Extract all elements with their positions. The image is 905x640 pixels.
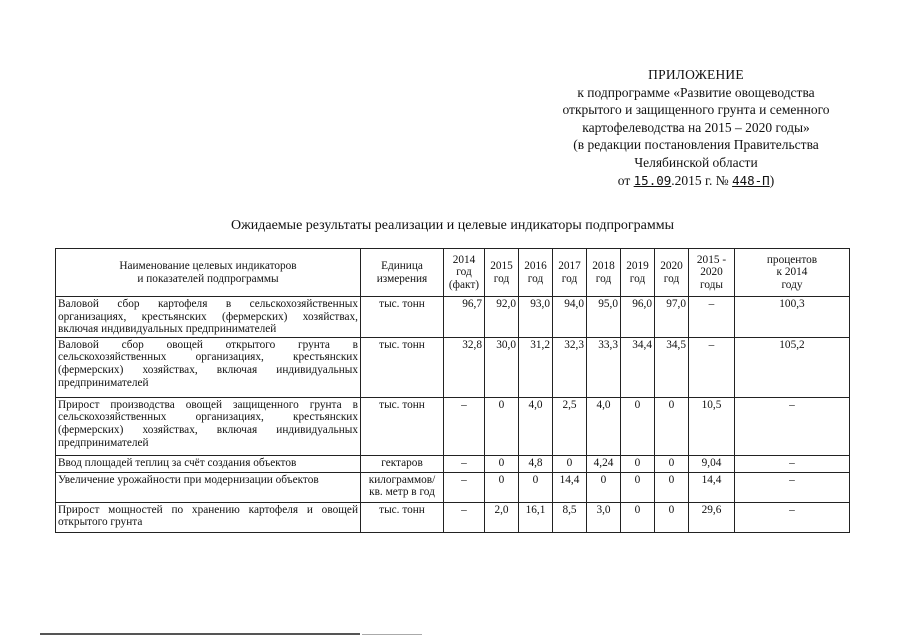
cell-name: Валовой сбор картофеля в сельскохозяйственных организациях, крестьянских (фермерских) хозяйствах, включая индивидуальных предпринимателей: [56, 297, 361, 338]
cell-2020: 0: [655, 397, 689, 455]
cell-unit: тыс. тонн: [361, 502, 444, 532]
cell-2019: 0: [621, 397, 655, 455]
scan-edge-line: [362, 634, 422, 635]
cell-total: 14,4: [689, 472, 735, 502]
cell-2014: –: [444, 472, 485, 502]
table-header-row: [56, 249, 850, 297]
cell-percent: –: [735, 502, 850, 532]
cell-2015: 30,0: [485, 337, 519, 397]
indicators-table: [55, 248, 850, 533]
year-suffix: .2015 г. №: [671, 172, 729, 188]
cell-percent: –: [735, 397, 850, 455]
cell-name: Прирост производства овощей защищенного грунта в сельскохозяйственных организациях, крестьянских (фермерских) хозяйствах, включая индивидуальных предпринимателей: [56, 397, 361, 455]
page-title: Ожидаемые результаты реализации и целевые индикаторы подпрограммы: [230, 218, 675, 233]
header-2017: 2017 год: [553, 249, 587, 297]
header-2018: 2018 год: [587, 249, 621, 297]
cell-2014: –: [444, 397, 485, 455]
cell-total: 10,5: [689, 397, 735, 455]
cell-2014: 96,7: [444, 297, 485, 338]
cell-2020: 34,5: [655, 337, 689, 397]
cell-name: Прирост мощностей по хранению картофеля и овощей открытого грунта: [56, 502, 361, 532]
cell-2017: 14,4: [553, 472, 587, 502]
appendix-line: Челябинской области: [634, 154, 758, 170]
cell-unit: килограммов/ кв. метр в год: [361, 472, 444, 502]
cell-2018: 95,0: [587, 297, 621, 338]
header-name: Наименование целевых индикаторов и показателей подпрограммы: [56, 249, 361, 297]
appendix-heading: ПРИЛОЖЕНИЕ: [648, 67, 744, 82]
header-2015: 2015 год: [485, 249, 519, 297]
table-row: [56, 455, 850, 472]
cell-total: 29,6: [689, 502, 735, 532]
cell-2015: 2,0: [485, 502, 519, 532]
cell-2018: 3,0: [587, 502, 621, 532]
cell-percent: –: [735, 455, 850, 472]
resolution-date-line: [520, 172, 872, 190]
cell-2020: 97,0: [655, 297, 689, 338]
cell-2019: 0: [621, 472, 655, 502]
cell-unit: тыс. тонн: [361, 337, 444, 397]
cell-2014: 32,8: [444, 337, 485, 397]
appendix-line: открытого и защищенного грунта и семенного: [562, 102, 830, 118]
cell-2020: 0: [655, 472, 689, 502]
date-prefix: от: [617, 172, 631, 188]
resolution-date: 15.09: [633, 172, 672, 188]
cell-2017: 0: [553, 455, 587, 472]
cell-2016: 0: [519, 472, 553, 502]
cell-2015: 0: [485, 397, 519, 455]
header-2020: 2020 год: [655, 249, 689, 297]
table-row: [56, 297, 850, 338]
cell-2017: 94,0: [553, 297, 587, 338]
cell-2019: 96,0: [621, 297, 655, 338]
cell-2018: 4,0: [587, 397, 621, 455]
cell-2017: 8,5: [553, 502, 587, 532]
cell-name: Увеличение урожайности при модернизации объектов: [56, 472, 361, 502]
cell-2019: 34,4: [621, 337, 655, 397]
appendix-line: картофелеводства на 2015 – 2020 годы»: [582, 119, 810, 135]
cell-2016: 93,0: [519, 297, 553, 338]
header-2014: 2014 год (факт): [444, 249, 485, 297]
cell-2020: 0: [655, 502, 689, 532]
cell-percent: –: [735, 472, 850, 502]
cell-percent: 100,3: [735, 297, 850, 338]
cell-2018: 33,3: [587, 337, 621, 397]
cell-percent: 105,2: [735, 337, 850, 397]
header-unit: Единица измерения: [361, 249, 444, 297]
closing-paren: ): [769, 172, 775, 188]
cell-name: Валовой сбор овощей открытого грунта в сельскохозяйственных организациях, крестьянских (фермерских) хозяйствах, включая индивидуальных предпринимателей: [56, 337, 361, 397]
cell-2016: 4,0: [519, 397, 553, 455]
cell-2014: –: [444, 502, 485, 532]
cell-2015: 92,0: [485, 297, 519, 338]
header-2016: 2016 год: [519, 249, 553, 297]
cell-total: –: [689, 297, 735, 338]
cell-total: 9,04: [689, 455, 735, 472]
resolution-number: 448-П: [732, 172, 770, 188]
table-row: [56, 502, 850, 532]
cell-2019: 0: [621, 502, 655, 532]
cell-2015: 0: [485, 455, 519, 472]
scan-edge-line: [40, 633, 360, 635]
cell-2020: 0: [655, 455, 689, 472]
cell-2019: 0: [621, 455, 655, 472]
cell-unit: тыс. тонн: [361, 297, 444, 338]
table-row: [56, 337, 850, 397]
cell-total: –: [689, 337, 735, 397]
cell-2017: 32,3: [553, 337, 587, 397]
table-row: [56, 397, 850, 455]
cell-unit: тыс. тонн: [361, 397, 444, 455]
cell-2018: 4,24: [587, 455, 621, 472]
header-percent: процентов к 2014 году: [735, 249, 850, 297]
appendix-line: (в редакции постановления Правительства: [573, 137, 819, 153]
cell-2016: 16,1: [519, 502, 553, 532]
header-total: 2015 - 2020 годы: [689, 249, 735, 297]
appendix-line: к подпрограмме «Развитие овощеводства: [577, 84, 815, 100]
cell-2016: 31,2: [519, 337, 553, 397]
cell-name: Ввод площадей теплиц за счёт создания объектов: [56, 455, 361, 472]
header-2019: 2019 год: [621, 249, 655, 297]
cell-unit: гектаров: [361, 455, 444, 472]
cell-2017: 2,5: [553, 397, 587, 455]
cell-2014: –: [444, 455, 485, 472]
cell-2016: 4,8: [519, 455, 553, 472]
table-row: [56, 472, 850, 502]
appendix-header: [520, 66, 872, 189]
cell-2015: 0: [485, 472, 519, 502]
cell-2018: 0: [587, 472, 621, 502]
